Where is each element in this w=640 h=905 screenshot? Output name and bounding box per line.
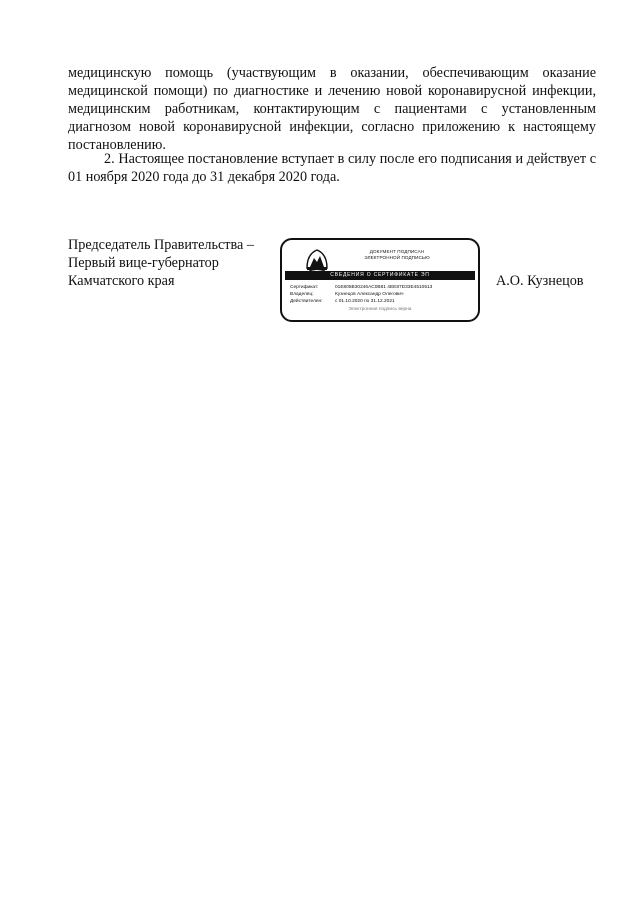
- signer-title-line-3: Камчатского края: [68, 273, 175, 289]
- stamp-header: [338, 249, 456, 261]
- row-label: Сертификат:: [290, 285, 319, 290]
- signer-title-line-1: Председатель Правительства –: [68, 237, 254, 253]
- row-value: Кузнецов Александр Олегович: [335, 292, 404, 297]
- row-label: Владелец:: [290, 292, 314, 297]
- electronic-signature-stamp: [280, 238, 480, 322]
- stamp-footer: Электронная подпись верна: [348, 307, 412, 312]
- signer-block: [68, 236, 268, 290]
- signer-title-line-2: Первый вице-губернатор: [68, 255, 219, 271]
- coat-of-arms-icon: [304, 246, 330, 272]
- validity-row: [290, 298, 475, 305]
- row-value: с 01.10.2020 по 31.12.2021: [335, 299, 395, 304]
- paragraph-2-text: 2. Настоящее постановление вступает в силу после его подписания и действует с 01 ноября 2020 года до 31 декабря 2020 года.: [68, 151, 596, 185]
- certificate-details: [290, 284, 475, 305]
- paragraph-2: [68, 150, 596, 186]
- stamp-header-line-1: ДОКУМЕНТ ПОДПИСАН: [369, 249, 425, 254]
- paragraph-1: медицинскую помощь (участвующим в оказании, обеспечивающим оказание медицинской помощи) по диагностике и лечению новой коронавирусной инфекции, медицинским работникам, контактирующим с пациентами с установленным диагнозом новой коронавирусной инфекции, согласно приложению к настоящему постановлению.: [68, 65, 596, 153]
- certificate-row: [290, 284, 475, 291]
- stamp-header-line-2: ЭЛЕКТРОННОЙ ПОДПИСЬЮ: [364, 255, 430, 260]
- signer-name: А.О. Кузнецов: [496, 273, 584, 289]
- stamp-band: СВЕДЕНИЯ О СЕРТИФИКАТЕ ЭП: [285, 271, 475, 280]
- owner-row: [290, 291, 475, 298]
- row-value: 01E805B30246AC0B81 4EE87D33E4510513: [335, 285, 433, 290]
- row-label: Действителен:: [290, 299, 323, 304]
